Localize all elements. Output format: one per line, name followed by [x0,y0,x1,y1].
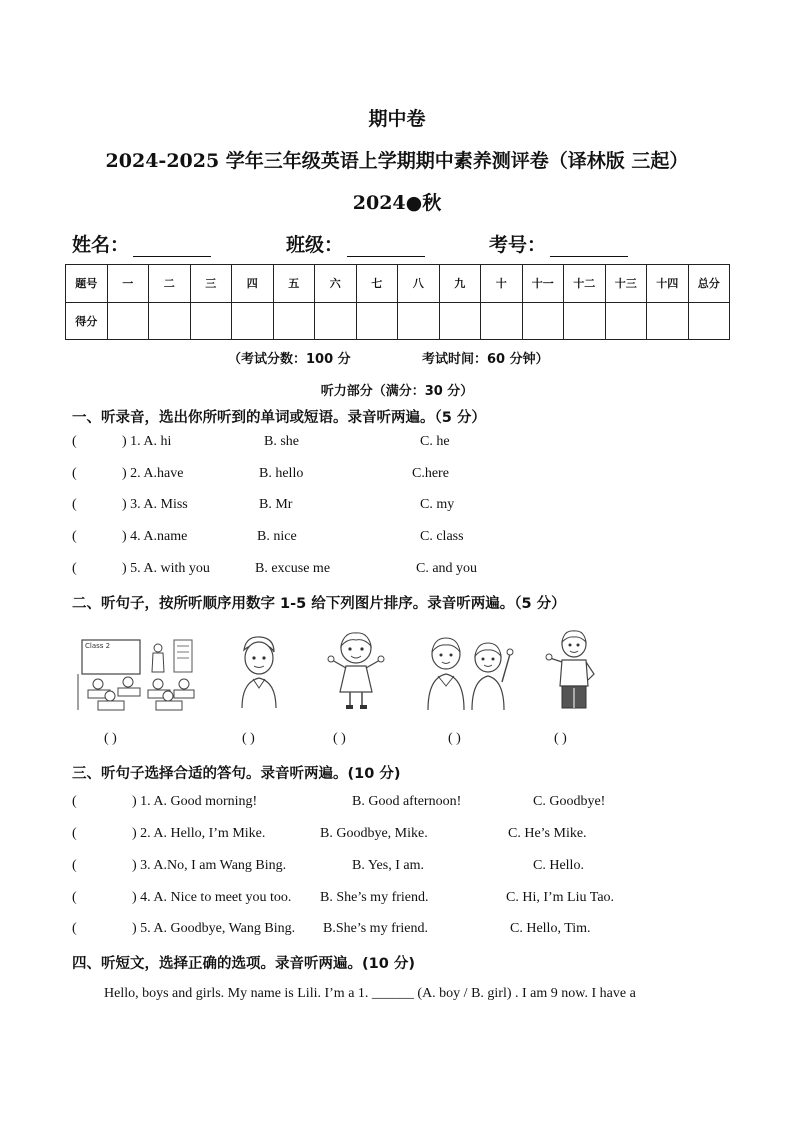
header-cell: 十三 [605,265,647,303]
score-cell[interactable] [315,302,357,340]
name-field[interactable] [72,230,211,257]
option-b: B. she [264,434,299,449]
score-table-header-row [66,265,730,303]
header-cell: 十一 [522,265,564,303]
standing-boy-picture [544,628,602,712]
class-field[interactable] [286,230,425,257]
header-cell: 三 [190,265,232,303]
section4-title: 四、听短文，选择正确的选项。录音听两遍。(10 分) [72,956,415,972]
score-cell[interactable] [605,302,647,340]
option-c: C. and you [416,561,478,576]
header-cell: 八 [398,265,440,303]
answer-paren[interactable]: ( [72,434,77,449]
class-blank[interactable] [347,238,425,257]
option-b: B. She’s my friend. [320,890,429,905]
answer-paren[interactable]: ( [72,466,77,481]
answer-paren[interactable]: ( [72,794,77,809]
score-cell[interactable] [398,302,440,340]
option-c: C. he [420,434,450,449]
score-cell[interactable] [273,302,315,340]
score-cell[interactable] [190,302,232,340]
exam-label: 期中卷 [368,108,426,130]
header-cell: 题号 [66,265,108,303]
answer-paren[interactable]: ( [72,858,77,873]
option-b: B. nice [257,529,297,544]
order-blank[interactable]: ( ) [448,731,461,746]
answer-paren[interactable]: ( [72,890,77,905]
option-c: C. He’s Mike. [508,826,587,841]
header-cell: 十四 [647,265,689,303]
name-blank[interactable] [133,238,211,257]
score-cell[interactable] [688,302,730,340]
header-cell: 六 [315,265,357,303]
option-b: B.She’s my friend. [323,921,428,936]
two-girls-picture [424,634,516,710]
section3-title: 三、听句子选择合适的答句。录音听两遍。(10 分) [72,766,401,782]
class-label: 班级： [286,234,344,256]
name-label: 姓名： [72,234,130,256]
option-a: ) 5. A. Goodbye, Wang Bing. [132,921,296,936]
exam-score-info: （考试分数：100 分 [228,352,351,367]
option-c: C. Hello, Tim. [510,921,591,936]
answer-paren[interactable]: ( [72,921,77,936]
header-cell: 总分 [688,265,730,303]
option-b: B. Mr [259,497,293,512]
option-a: ) 2. A. Hello, I’m Mike. [132,826,266,841]
header-cell: 二 [149,265,191,303]
exam-time-info: 考试时间：60 分钟） [422,352,549,367]
option-a: ) 1. A. Good morning! [132,794,258,809]
header-cell: 十 [481,265,523,303]
answer-paren[interactable]: ( [72,561,77,576]
id-blank[interactable] [550,238,628,257]
header-cell: 九 [439,265,481,303]
order-blank[interactable]: ( ) [242,731,255,746]
exam-title: 2024-2025 学年三年级英语上学期期中素养测评卷（译林版 三起） [105,150,689,172]
passage-text: Hello, boys and girls. My name is Lili. I’m a 1. ______ (A. boy / B. girl) . I am 9 now. I have a [104,986,636,1001]
option-b: B. Yes, I am. [352,858,424,873]
option-a: ) 3. A.No, I am Wang Bing. [132,858,287,873]
option-a: ) 4. A. Nice to meet you too. [132,890,292,905]
score-cell[interactable] [149,302,191,340]
section1-title: 一、听录音，选出你所听到的单词或短语。录音听两遍。（5 分） [72,410,486,426]
option-a: ) 1. A. hi [122,434,172,449]
order-blank[interactable]: ( ) [104,731,117,746]
id-field[interactable] [489,230,628,257]
option-c: C. my [420,497,455,512]
girl-picture [324,630,388,712]
option-a: ) 2. A.have [122,466,184,481]
score-table [65,264,730,340]
option-c: C. Hi, I’m Liu Tao. [506,890,615,905]
score-cell[interactable] [564,302,606,340]
answer-paren[interactable]: ( [72,529,77,544]
score-cell[interactable] [232,302,274,340]
score-table-score-row [66,302,730,340]
score-cell[interactable] [647,302,689,340]
header-cell: 五 [273,265,315,303]
listening-part-title: 听力部分（满分：30 分） [320,384,474,399]
exam-term: 2024●秋 [352,192,442,214]
option-a: ) 5. A. with you [122,561,210,576]
answer-paren[interactable]: ( [72,826,77,841]
answer-paren[interactable]: ( [72,497,77,512]
score-cell[interactable] [481,302,523,340]
option-b: B. Good afternoon! [352,794,462,809]
option-b: B. Goodbye, Mike. [320,826,428,841]
score-row-label: 得分 [66,302,108,340]
boy-picture [236,634,282,708]
option-c: C. Hello. [533,858,584,873]
option-c: C.here [412,466,449,481]
option-c: C. class [420,529,464,544]
score-cell[interactable] [107,302,149,340]
header-cell: 十二 [564,265,606,303]
option-b: B. hello [259,466,304,481]
option-a: ) 4. A.name [122,529,188,544]
board-label: Class 2 [85,642,111,650]
option-a: ) 3. A. Miss [122,497,188,512]
id-label: 考号： [489,234,547,256]
option-b: B. excuse me [255,561,331,576]
classroom-picture [76,634,200,712]
order-blank[interactable]: ( ) [333,731,346,746]
header-cell: 七 [356,265,398,303]
option-c: C. Goodbye! [533,794,606,809]
score-cell[interactable] [439,302,481,340]
order-blank[interactable]: ( ) [554,731,567,746]
header-cell: 四 [232,265,274,303]
score-cell[interactable] [356,302,398,340]
header-cell: 一 [107,265,149,303]
score-cell[interactable] [522,302,564,340]
section2-title: 二、听句子，按所听顺序用数字 1-5 给下列图片排序。录音听两遍。（5 分） [72,596,566,612]
